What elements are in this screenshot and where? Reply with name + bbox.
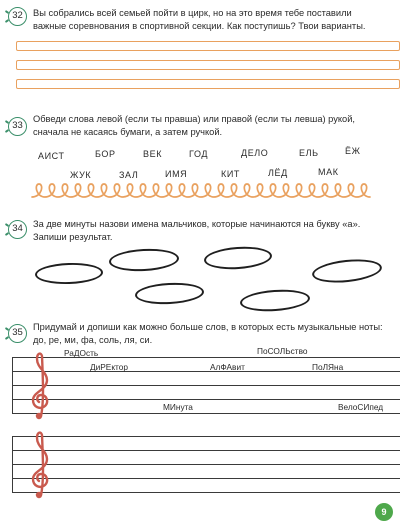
task-32-text-line-2: важные соревнования в спортивной секции. Как поступишь? Твои варианты. — [33, 21, 366, 31]
trace-word: ЖУК — [70, 170, 92, 180]
staff-line — [12, 478, 400, 479]
answer-line-2[interactable] — [16, 60, 400, 70]
staff-line — [12, 464, 400, 465]
task-number-34: 34 — [8, 220, 27, 239]
page-number-badge: 9 — [375, 503, 393, 521]
trace-word: ЛЁД — [268, 168, 288, 178]
task-33-text-line-2: сначала не касаясь бумаги, а затем ручкой. — [33, 127, 223, 137]
staff-line — [12, 399, 400, 400]
task-34-text-line-1: За две минуты назови имена мальчиков, которые начинаются на букву «а». — [33, 219, 361, 229]
staff-bar — [12, 357, 13, 414]
trace-word: ИМЯ — [165, 169, 188, 179]
treble-clef-icon — [28, 429, 52, 501]
task-33-text-line-1: Обведи слова левой (если ты правша) или правой (если ты левша) рукой, — [33, 114, 355, 124]
task-35-text-line-1: Придумай и допиши как можно больше слов, в которых есть музыкальные ноты: — [33, 322, 383, 332]
trace-word: ГОД — [189, 149, 209, 159]
answer-oval[interactable] — [35, 262, 104, 285]
task-32-text-line-1: Вы собрались всей семьей пойти в цирк, но на это время тебе поставили — [33, 8, 352, 18]
staff-word: ВелоСИпед — [338, 402, 384, 412]
trace-word: ЕЛЬ — [299, 148, 319, 158]
staff-line — [12, 385, 400, 386]
trace-word: БОР — [95, 149, 116, 159]
staff-bar — [12, 436, 13, 493]
staff-word: РаДОсть — [64, 348, 99, 358]
task-number-33: 33 — [8, 117, 27, 136]
task-number-32: 32 — [8, 7, 27, 26]
staff-line — [12, 436, 400, 437]
trace-word: АИСТ — [38, 151, 65, 161]
answer-oval[interactable] — [108, 247, 179, 273]
trace-word: ЁЖ — [345, 146, 361, 156]
staff-word: МИнута — [163, 402, 193, 412]
answer-oval[interactable] — [134, 281, 204, 306]
trace-word: КИТ — [221, 169, 241, 179]
answer-oval[interactable] — [239, 288, 310, 314]
treble-clef-icon — [28, 350, 52, 422]
loop-tracing-line — [30, 181, 380, 203]
trace-word: ВЕК — [143, 149, 163, 159]
trace-word: МАК — [318, 167, 339, 177]
answer-line-1[interactable] — [16, 41, 400, 51]
answer-oval[interactable] — [203, 245, 272, 272]
staff-word: ПоСОЛЬство — [257, 346, 308, 356]
task-34-text-line-2: Запиши результат. — [33, 232, 113, 242]
staff-line — [12, 492, 400, 493]
staff-word: ДиРЕктор — [90, 362, 128, 372]
staff-word: АлФАвит — [210, 362, 245, 372]
answer-line-3[interactable] — [16, 79, 400, 89]
trace-word: ЗАЛ — [119, 170, 139, 180]
staff-line — [12, 413, 400, 414]
task-number-35: 35 — [8, 324, 27, 343]
trace-word: ДЕЛО — [241, 148, 269, 158]
answer-oval[interactable] — [311, 256, 383, 285]
staff-line — [12, 450, 400, 451]
staff-word: ПоЛЯна — [312, 362, 344, 372]
task-35-text-line-2: до, ре, ми, фа, соль, ля, си. — [33, 335, 153, 345]
